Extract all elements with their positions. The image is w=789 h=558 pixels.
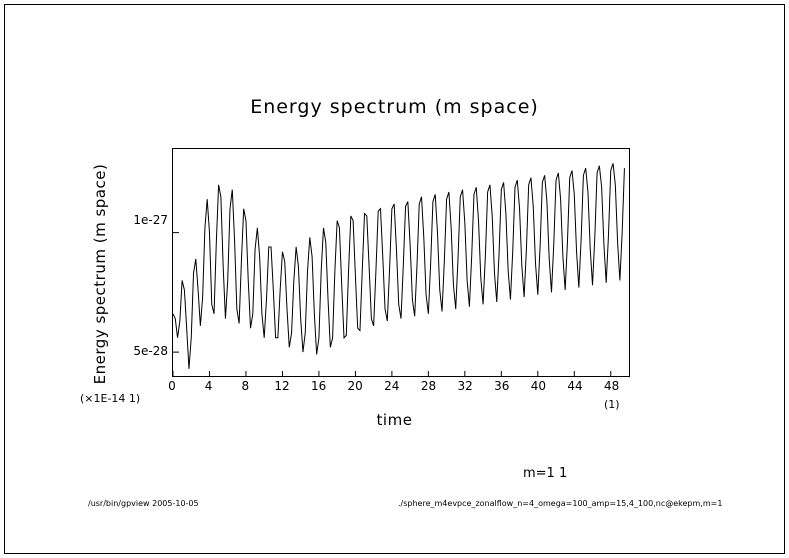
x-axis-ticks <box>168 379 630 395</box>
y-tick-label: 1e-27 <box>133 213 168 227</box>
x-tick-label: 44 <box>567 379 583 393</box>
x-tick-label: 32 <box>457 379 473 393</box>
x-axis-scale-note: (×1E-14 1) <box>80 392 141 405</box>
x-tick-label: 20 <box>347 379 363 393</box>
plot-area <box>172 148 630 377</box>
y-axis-scale-note: (1) <box>604 398 620 411</box>
x-tick-label: 24 <box>384 379 400 393</box>
series-line-m1 <box>173 149 629 376</box>
x-tick-label: 0 <box>168 379 176 393</box>
footer-left-text: /usr/bin/gpview 2005-10-05 <box>88 499 199 508</box>
x-tick-label: 28 <box>420 379 437 393</box>
x-tick-label: 48 <box>604 379 620 393</box>
x-tick-label: 40 <box>530 379 547 393</box>
y-tick-label: 5e-28 <box>133 344 168 358</box>
y-axis-label: Energy spectrum (m space) <box>91 163 109 385</box>
x-axis-label: time <box>376 411 413 429</box>
chart-title: Energy spectrum (m space) <box>250 96 539 118</box>
x-tick-label: 12 <box>274 379 290 393</box>
x-tick-label: 16 <box>310 379 327 393</box>
footer-right-text: ./sphere_m4evpce_zonalflow_n=4_omega=100_amp=15,4_100,nc@ekepm,m=1 <box>398 499 723 508</box>
x-tick-label: 8 <box>241 379 250 393</box>
x-tick-label: 4 <box>204 379 213 393</box>
x-tick-label: 36 <box>494 379 510 393</box>
legend-entry: m=1 1 <box>523 466 568 481</box>
